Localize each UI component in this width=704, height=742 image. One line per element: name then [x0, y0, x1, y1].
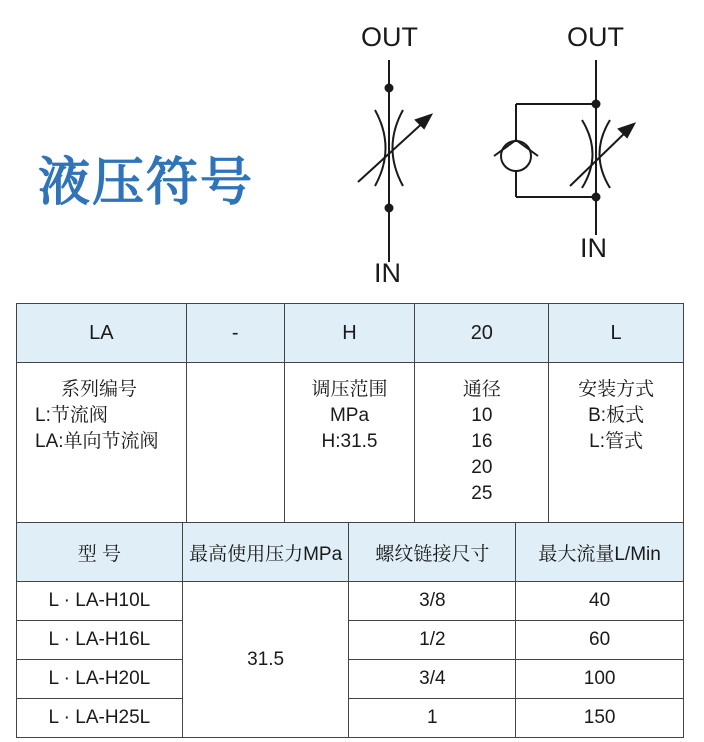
separator-cell: [186, 363, 284, 535]
series-option: LA:单向节流阀: [35, 431, 159, 452]
table-row: [17, 621, 684, 660]
check-throttle-valve-symbol: [494, 60, 634, 235]
flow-cell: 40: [516, 582, 684, 621]
thread-cell: 3/4: [349, 660, 516, 699]
left-in-label: IN: [374, 258, 401, 288]
throttle-valve-symbol: [358, 60, 431, 262]
code-header-row: [17, 304, 684, 363]
left-out-label: OUT: [361, 22, 418, 52]
pressure-description: [284, 363, 415, 535]
series-option: L:节流阀: [35, 405, 108, 426]
code-header-cell: L: [549, 304, 684, 363]
bore-heading: 通径: [462, 379, 501, 400]
model-cell: L · LA-H20L: [17, 660, 183, 699]
pressure-unit: MPa: [329, 405, 370, 426]
code-header-cell: H: [284, 304, 415, 363]
model-code-table: [16, 303, 684, 535]
pressure-option: H:31.5: [321, 431, 378, 452]
thread-cell: 3/8: [349, 582, 516, 621]
bore-option: 10: [471, 405, 493, 426]
code-header-cell: 20: [415, 304, 549, 363]
hydraulic-symbols-diagram: [0, 0, 704, 300]
spec-header-cell: 最大流量L/Min: [516, 523, 684, 582]
series-heading: 系列编号: [61, 379, 138, 400]
page-title: 液压符号: [38, 153, 255, 213]
series-description: [17, 363, 187, 535]
spec-header-cell: 型 号: [17, 523, 183, 582]
flow-cell: 100: [516, 660, 684, 699]
right-out-label: OUT: [567, 22, 624, 52]
mounting-option: B:板式: [588, 405, 645, 426]
bore-option: 20: [471, 457, 493, 478]
thread-cell: 1: [349, 699, 516, 738]
thread-cell: 1/2: [349, 621, 516, 660]
mounting-heading: 安装方式: [578, 379, 655, 400]
spec-header-row: [17, 523, 684, 582]
spec-table: [16, 522, 684, 738]
spec-header-cell: 最高使用压力MPa: [182, 523, 349, 582]
flow-cell: 150: [516, 699, 684, 738]
pressure-cell: 31.5: [182, 582, 349, 738]
table-row: [17, 582, 684, 621]
bore-option: 16: [471, 431, 493, 452]
mounting-option: L:管式: [589, 431, 644, 452]
pressure-heading: 调压范围: [311, 379, 388, 400]
table-row: [17, 660, 684, 699]
code-header-cell: LA: [17, 304, 187, 363]
flow-cell: 60: [516, 621, 684, 660]
model-cell: L · LA-H25L: [17, 699, 183, 738]
spec-header-cell: 螺纹链接尺寸: [349, 523, 516, 582]
bore-option: 25: [471, 483, 493, 504]
model-cell: L · LA-H10L: [17, 582, 183, 621]
right-in-label: IN: [580, 233, 607, 263]
model-cell: L · LA-H16L: [17, 621, 183, 660]
code-description-row: [17, 363, 684, 535]
mounting-description: [549, 363, 684, 535]
table-row: [17, 699, 684, 738]
code-header-cell: -: [186, 304, 284, 363]
bore-description: [415, 363, 549, 535]
